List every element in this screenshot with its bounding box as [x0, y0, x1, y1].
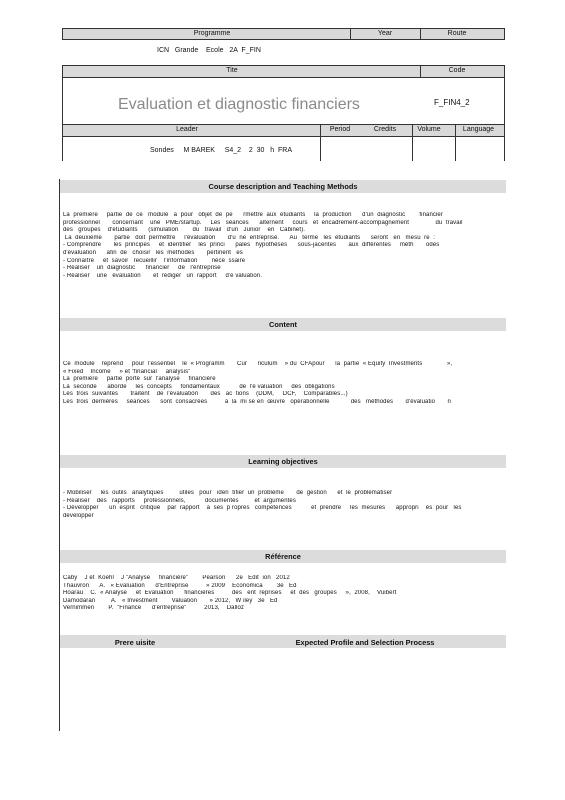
- text-line: Damodaran A. « Investment Valuation » 2012, W iley 3e Ed: [63, 597, 278, 604]
- learning-objectives-body: [63, 490, 503, 520]
- text-line: - Réaliser un diagnostic financier de l'entreprise: [63, 265, 221, 272]
- course-code: F_FIN4_2: [434, 98, 470, 107]
- reference-heading: Référence: [60, 550, 506, 563]
- text-line: Vernimmen P. "Finance d'entreprise" 2013, Dalloz: [63, 605, 245, 612]
- text-line: La première partie de ce module a pour objet de pe rmettre aux étudiants la production d'un diagnostic financier: [63, 212, 443, 218]
- text-line: d'évaluation afin de choisir les méthodes pertinent es: [63, 249, 243, 256]
- text-line: - Développer un esprit critique par rapport à ses p ropres compétences et prendre les mesures appropri és pour les: [63, 505, 462, 512]
- text-line: des groupes d'étudiants (simulation du travail d'un Junior en Cabinet).: [63, 227, 305, 234]
- prerequisite-heading: Prere uisite: [114, 638, 156, 647]
- text-line: Les trois dernières séances sont consacrées à la mi se en œuvre opérationnelle des méthodes d'évaluatio n: [63, 398, 451, 405]
- programme-header-row: [62, 28, 505, 40]
- year-label: Year: [377, 30, 393, 37]
- leader-label: Leader: [176, 126, 198, 133]
- text-line: développer: [63, 512, 94, 519]
- text-line: - Comprendre les principes et identifier les princi pales hypothèses sous-jacentes aux différentes méth odes: [63, 242, 440, 249]
- course-description-body: [63, 212, 503, 280]
- title-label: Tite: [226, 67, 238, 74]
- learning-objectives-heading: Learning objectives: [60, 455, 506, 468]
- text-line: La première partie porte sur l'analyse financière: [63, 376, 216, 383]
- period-label: Period: [329, 126, 351, 133]
- leader-value: Sondes M BAREK S4_2 2 30 h FRA: [150, 147, 293, 154]
- code-label: Code: [448, 67, 466, 74]
- text-line: Ce module reprend pour l'essentiel le « Programm Cur riculum » du CFApour la partie « Equity Investments »,: [63, 361, 453, 367]
- language-label: Language: [462, 126, 495, 133]
- text-line: « Fixed Income » et "financial analysis": [63, 368, 191, 375]
- course-title: Evaluation et diagnostic financiers: [118, 96, 360, 113]
- volume-label: Volume: [417, 126, 441, 133]
- header-table: [62, 28, 505, 161]
- credits-label: Credits: [373, 126, 397, 133]
- text-line: Caby J et Koehl J "Analyse financière" Pearson 2e Edit ion 2012: [63, 575, 290, 581]
- content-heading: Content: [60, 318, 506, 331]
- text-line: professionnel concernant une PME/startup. Les séances alternent cours et encadrement-accompagnement du travail: [63, 219, 463, 226]
- text-line: - Connaître et savoir recueillir l'information néce ssaire: [63, 257, 246, 264]
- text-line: - Mobiliser les outils analytiques utiles pour iden tifier un problème de gestion et le problématiser: [63, 490, 393, 496]
- text-line: Les trois suivantes traitent de l'évaluation des ac tions (DDM, DCF, Comparables...): [63, 391, 348, 398]
- text-line: - Réaliser une évaluation et rédiger un rapport d'é valuation.: [63, 272, 263, 279]
- text-line: Hoarau C. « Analyse et Evaluation financières des ent reprises et des groupes », 2008, Vuibert: [63, 590, 397, 597]
- route-label: Route: [447, 30, 467, 37]
- programme-label: Programme: [193, 30, 231, 37]
- reference-body: [63, 575, 503, 613]
- text-line: Thauvron A. « Evaluation d'Entreprise » 2009 Economica 3e Ed: [63, 582, 297, 589]
- expected-profile-heading: Expected Profile and Selection Process: [295, 638, 435, 647]
- text-line: - Réaliser des rapports professionnels, documentés et argumentés: [63, 497, 296, 504]
- text-line: La seconde aborde les concepts fondamentaux de l'é valuation des obligations: [63, 383, 335, 390]
- content-body: [63, 361, 503, 407]
- course-description-heading: Course description and Teaching Methods: [60, 180, 506, 193]
- text-line: La deuxième partie doit permettre l'évaluation d'u ne entreprise. Au terme les étudiants seront en mesu re :: [63, 234, 435, 241]
- programme-value: ICN Grande Ecole 2A F_FIN: [157, 47, 261, 54]
